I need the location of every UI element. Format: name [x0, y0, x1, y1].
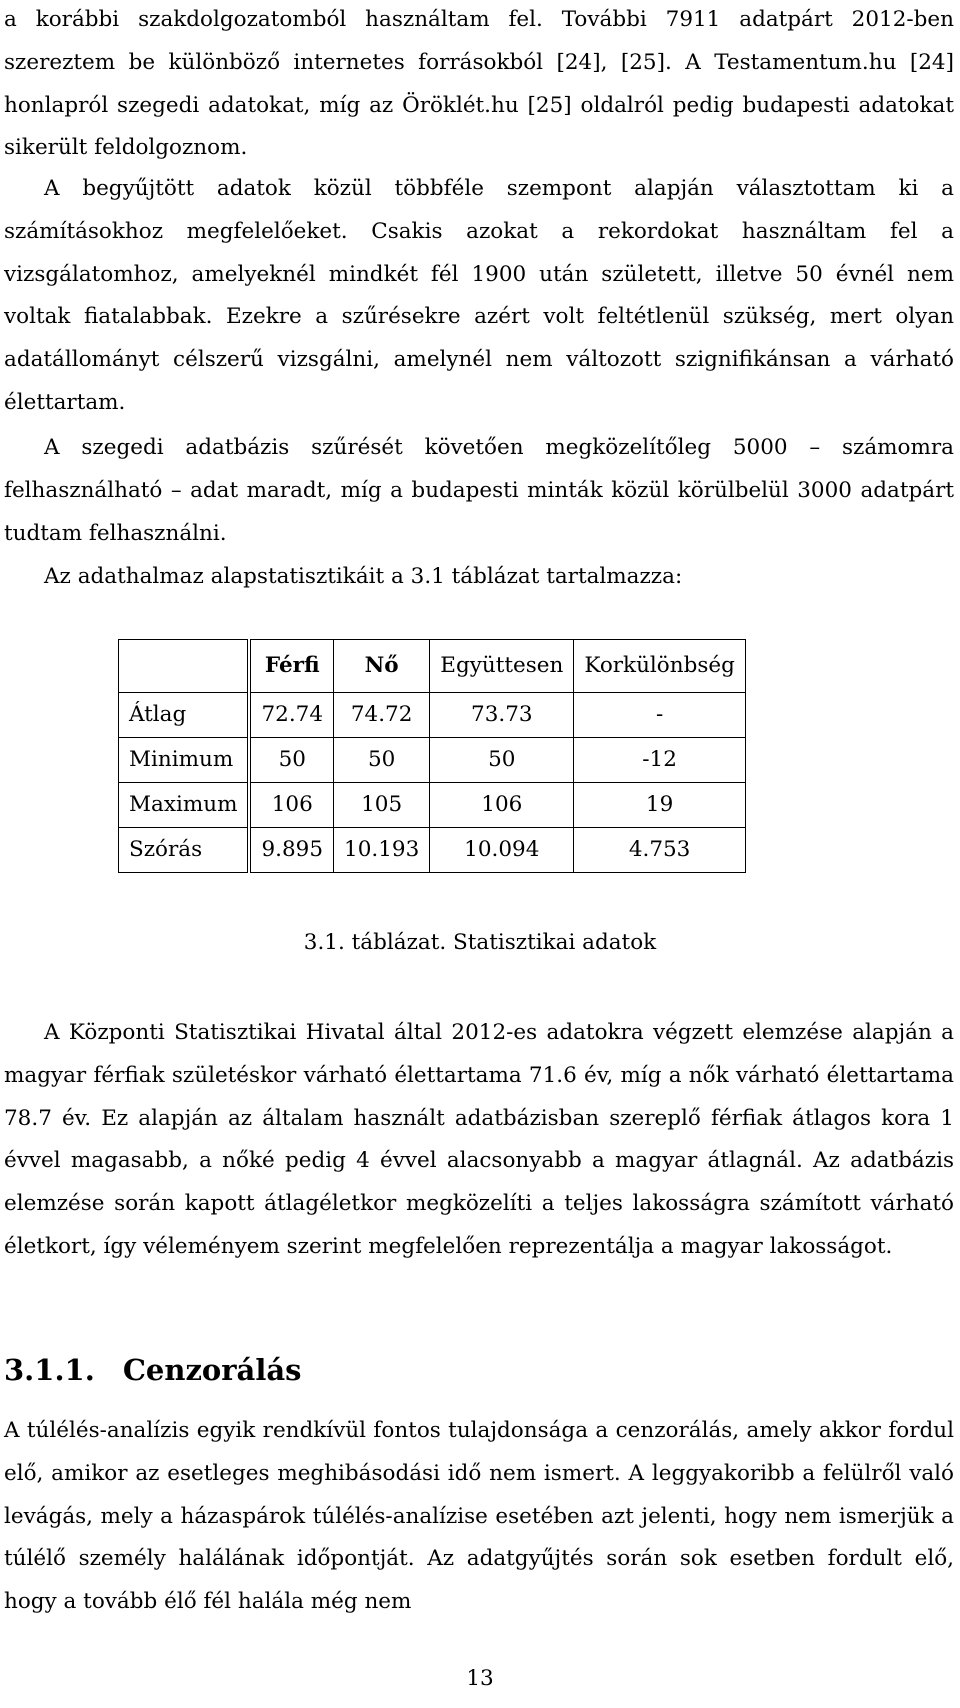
- table-cell: 10.193: [334, 828, 430, 873]
- table-corner-cell: [119, 640, 250, 693]
- section-number: 3.1.1.: [4, 1353, 95, 1387]
- paragraph-table-intro: Az adathalmaz alapstatisztikáit a 3.1 táblázat tartalmazza:: [44, 564, 683, 589]
- section-heading: [4, 1350, 301, 1390]
- table-row: [119, 828, 746, 873]
- table-caption: 3.1. táblázat. Statisztikai adatok: [303, 930, 657, 955]
- table-cell: -: [574, 693, 746, 738]
- section-title: Cenzorálás: [122, 1353, 302, 1387]
- row-label: Maximum: [119, 783, 250, 828]
- paragraph-ksh-comparison: A Központi Statisztikai Hivatal által 2012-es adatokra végzett elemzése alapján a magyar férfiak születéskor várható élettartama 71.6 év, míg a nők várható élettartama 78.7 év. Ez alapján az általam használt adatbázisban szereplő férfiak átlagos kora 1 évvel magasabb, a nőké pedig 4 évvel alacsonyabb a magyar átlagnál. Az adatbázis elemzése során kapott átlagéletkor megközelíti a teljes lakosságra számított várható életkort, így véleményem szerint megfelelően reprezentálja a magyar lakosságot.: [4, 1020, 954, 1259]
- paragraph-sources: a korábbi szakdolgozatomból használtam fel. További 7911 adatpárt 2012-ben szereztem be különböző internetes forrásokból [24], [25]. A Testamentum.hu [24] honlapról szegedi adatokat, míg az Öröklét.hu [25] oldalról pedig budapesti adatokat sikerült feldolgoznom.: [4, 7, 954, 161]
- table-cell: 9.895: [249, 828, 333, 873]
- table-cell: 19: [574, 783, 746, 828]
- paragraph-filtering: A szegedi adatbázis szűrését követően megközelítőleg 5000 – számomra felhasználható – adat maradt, míg a budapesti minták közül körülbelül 3000 adatpárt tudtam felhasználni.: [4, 435, 954, 546]
- table-header-row: [119, 640, 746, 693]
- table-cell: 4.753: [574, 828, 746, 873]
- row-label: Átlag: [119, 693, 250, 738]
- row-label: Szórás: [119, 828, 250, 873]
- table-row: [119, 783, 746, 828]
- table-cell: 74.72: [334, 693, 430, 738]
- statistics-table: [118, 639, 746, 873]
- row-label: Minimum: [119, 738, 250, 783]
- table-cell: 73.73: [430, 693, 574, 738]
- paragraph-censoring: A túlélés-analízis egyik rendkívül fontos tulajdonsága a cenzorálás, amely akkor fordul elő, amikor az esetleges meghibásodási idő nem ismert. A leggyakoribb a felülről való levágás, mely a házaspárok túlélés-analízise esetében azt jelenti, hogy nem ismerjük a túlélő személy halálának időpontját. Az adatgyűjtés során sok esetben fordult elő, hogy a tovább élő fél halála még nem: [4, 1418, 954, 1615]
- table-cell: 105: [334, 783, 430, 828]
- table-cell: 72.74: [249, 693, 333, 738]
- table-cell: 106: [249, 783, 333, 828]
- paragraph-selection: A begyűjtött adatok közül többféle szempont alapján választottam ki a számításokhoz megfelelőeket. Csakis azokat a rekordokat használtam fel a vizsgálatomhoz, amelyeknél mindkét fél 1900 után született, illetve 50 évnél nem voltak fiatalabbak. Ezekre a szűrésekre azért volt feltétlenül szükség, mert olyan adatállományt célszerű vizsgálni, amelynél nem változott szignifikánsan a várható élettartam.: [4, 176, 954, 415]
- table-cell: 50: [430, 738, 574, 783]
- header-male: Férfi: [249, 640, 333, 693]
- header-female: Nő: [334, 640, 430, 693]
- table-row: [119, 738, 746, 783]
- table-cell: 50: [334, 738, 430, 783]
- table-cell: 50: [249, 738, 333, 783]
- table-row: [119, 693, 746, 738]
- page-number: 13: [466, 1666, 494, 1691]
- table-cell: 10.094: [430, 828, 574, 873]
- table-cell: -12: [574, 738, 746, 783]
- header-age-difference: Korkülönbség: [574, 640, 746, 693]
- table-cell: 106: [430, 783, 574, 828]
- header-combined: Együttesen: [430, 640, 574, 693]
